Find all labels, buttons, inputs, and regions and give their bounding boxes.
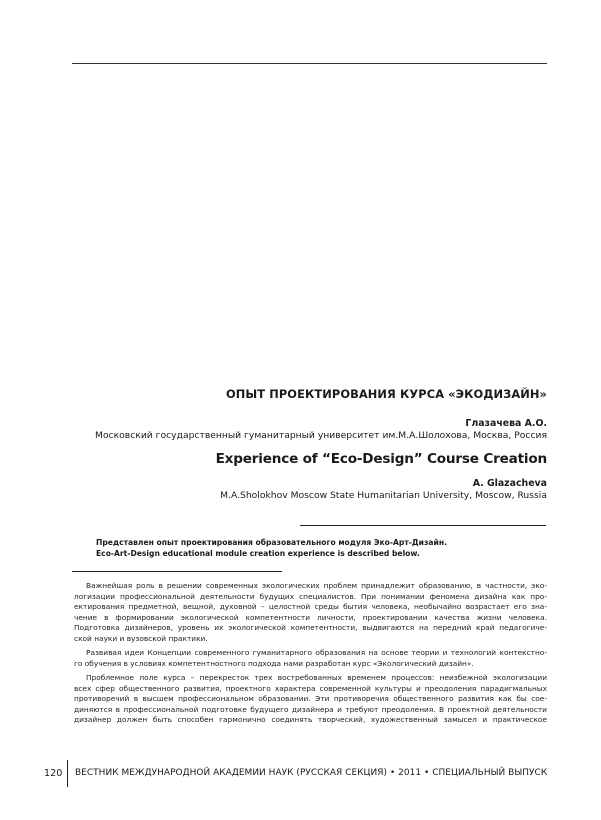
affiliation-ru: Московский государственный гуманитарный университет им.М.А.Шолохова, Москва, Россия (95, 430, 547, 441)
abstract-en: Eco-Art-Design educational module creation experience is described below. (96, 549, 420, 558)
author-ru: Глазачева А.О. (465, 418, 547, 429)
abstract (96, 537, 546, 559)
article-title-ru: ОПЫТ ПРОЕКТИРОВАНИЯ КУРСА «ЭКОДИЗАЙН» (225, 387, 547, 401)
article-body (74, 581, 547, 730)
text-line: Важнейшая роль в решении современных экологических проблем принадлежит образованию, в частности, эко- (86, 581, 547, 590)
article-title-en: Experience of “Eco-Design” Course Creation (215, 451, 547, 467)
text-line: Подготовка дизайнеров, уровень их экологической компетентности, выдвигаются на передний край педагогиче- (74, 623, 547, 632)
page-number: 120 (44, 768, 63, 779)
text-line: логизации профессиональной деятельности будущих специалистов. При понимании феномена дизайна как про- (74, 591, 547, 601)
header-rule (72, 63, 547, 64)
text-line: го обучения в условиях компетентностного подхода нами разработан курс «Экологический дизайн». (74, 658, 474, 668)
text-line: ектирования предметной, вещной, духовной – целостной среды бытия человека, необычайно возрастает его зна- (74, 602, 547, 611)
text-line: чение в формировании экологической компетентности личности, проектировании качества жизни человека. (74, 612, 547, 622)
abstract-separator (72, 571, 282, 572)
footer-divider (67, 760, 68, 787)
journal-running-footer: ВЕСТНИК МЕЖДУНАРОДНОЙ АКАДЕМИИ НАУК (РУССКАЯ СЕКЦИЯ) • 2011 • СПЕЦИАЛЬНЫЙ ВЫПУСК (75, 768, 548, 778)
affiliation-en: M.A.Sholokhov Moscow State Humanitarian University, Moscow, Russia (220, 490, 547, 501)
abstract-rule (300, 525, 546, 526)
text-line: противоречий в высшем профессиональном образовании. Эти противоречия общественного развития как бы сое- (74, 694, 547, 703)
text-line: Развивая идеи Концепции современного гуманитарного образования на основе теории и технологий контекстно- (86, 648, 547, 657)
text-line: всех сфер общественного развития, проектного характера современной культуры и преодоления парадигмальных (74, 683, 547, 693)
abstract-ru: Представлен опыт проектирования образовательного модуля Эко-Арт-Дизайн. (96, 538, 447, 547)
text-line: ской науки и вузовской практики. (74, 633, 208, 643)
text-line: дизайнер должен быть способен гармонично соединять творческий, художественный замысел и практическое (74, 715, 547, 724)
author-en: A. Glazacheva (472, 478, 547, 489)
text-line: Проблемное поле курса – перекресток трех востребованных временем процессов: неизбежной экологизации (86, 673, 547, 682)
paragraph (74, 581, 547, 644)
paragraph (74, 648, 547, 669)
paragraph (74, 673, 547, 726)
text-line: диняются в профессиональной подготовке будущего дизайнера и требуют преодоления. В проектной деятельности (74, 704, 547, 714)
